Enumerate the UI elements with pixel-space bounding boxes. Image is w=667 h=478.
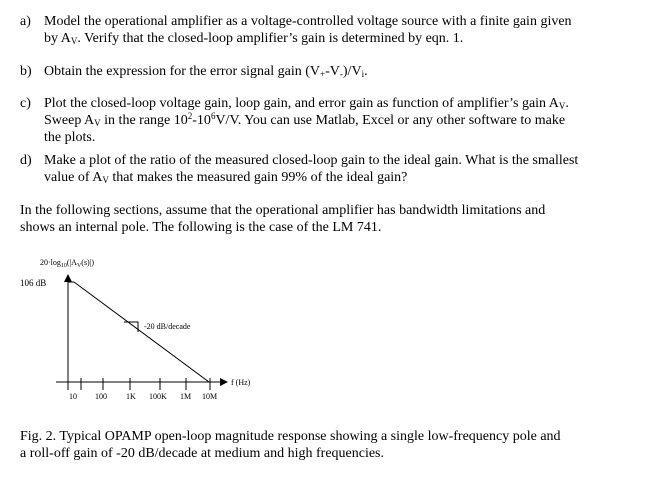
x-tick-label: 1K bbox=[126, 392, 136, 401]
x-tick-label: 10 bbox=[69, 392, 77, 401]
intro-line: In the following sections, assume that the operational amplifier has bandwidth limitations and bbox=[20, 203, 546, 218]
item-text bbox=[44, 152, 654, 186]
item-label: d) bbox=[20, 153, 32, 168]
slope-marker bbox=[124, 322, 138, 332]
question-item-c bbox=[14, 95, 654, 146]
x-tick-label: 100K bbox=[149, 392, 167, 401]
intro-line: shows an internal pole. The following is the case of the LM 741. bbox=[20, 220, 382, 235]
text-line: the plots. bbox=[44, 130, 96, 145]
intro-paragraph bbox=[20, 202, 652, 236]
question-item-a bbox=[14, 13, 654, 47]
text-line: Plot the closed-loop voltage gain, loop gain, and error gain as function of amplifier’s gain $A_V$. bbox=[44, 96, 569, 111]
item-text bbox=[44, 95, 654, 146]
text-line: Model the operational amplifier as a voltage-controlled voltage source with a finite gain given bbox=[44, 14, 572, 29]
item-text bbox=[44, 63, 654, 80]
slope-label: -20 dB/decade bbox=[144, 322, 191, 331]
caption-line: Fig. 2. Typical OPAMP open-loop magnitude response showing a single low-frequency pole and bbox=[20, 429, 561, 444]
text-line: by $A_V$. Verify that the closed-loop amplifier’s gain is determined by eqn. 1. bbox=[44, 31, 464, 46]
rolloff-line bbox=[74, 282, 209, 382]
x-ticks bbox=[68, 378, 210, 390]
text-line: value of $A_V$ that makes the measured gain 99% of the ideal gain? bbox=[44, 170, 408, 185]
text-line: Sweep $A_V$ in the range $10^2-10^6V/V$. You can use Matlab, Excel or any other software to make bbox=[44, 111, 566, 128]
bode-magnitude-plot bbox=[0, 250, 667, 410]
text-line: Make a plot of the ratio of the measured closed-loop gain to the ideal gain. What is the smallest bbox=[44, 153, 579, 168]
figure-caption bbox=[20, 428, 652, 462]
question-item-d bbox=[14, 152, 654, 186]
item-label: c) bbox=[20, 96, 31, 111]
x-tick-label: 10M bbox=[202, 392, 218, 401]
question-item-b bbox=[14, 63, 654, 80]
item-text bbox=[44, 13, 654, 47]
y-value-label: 106 dB bbox=[20, 278, 47, 288]
item-label: b) bbox=[20, 64, 32, 79]
x-tick-label: 100 bbox=[95, 392, 107, 401]
item-label: a) bbox=[20, 14, 31, 29]
x-tick-label: 1M bbox=[180, 392, 192, 401]
caption-line: a roll-off gain of -20 dB/decade at medium and high frequencies. bbox=[20, 446, 385, 461]
x-axis-label: f (Hz) bbox=[231, 378, 251, 387]
text-line: Obtain the expression for the error signal gain $(V_+-V_-)/V_i$. bbox=[44, 64, 368, 79]
y-axis-label: $20\cdot\log_{10}(|A_V(s)|)$ bbox=[40, 258, 94, 269]
